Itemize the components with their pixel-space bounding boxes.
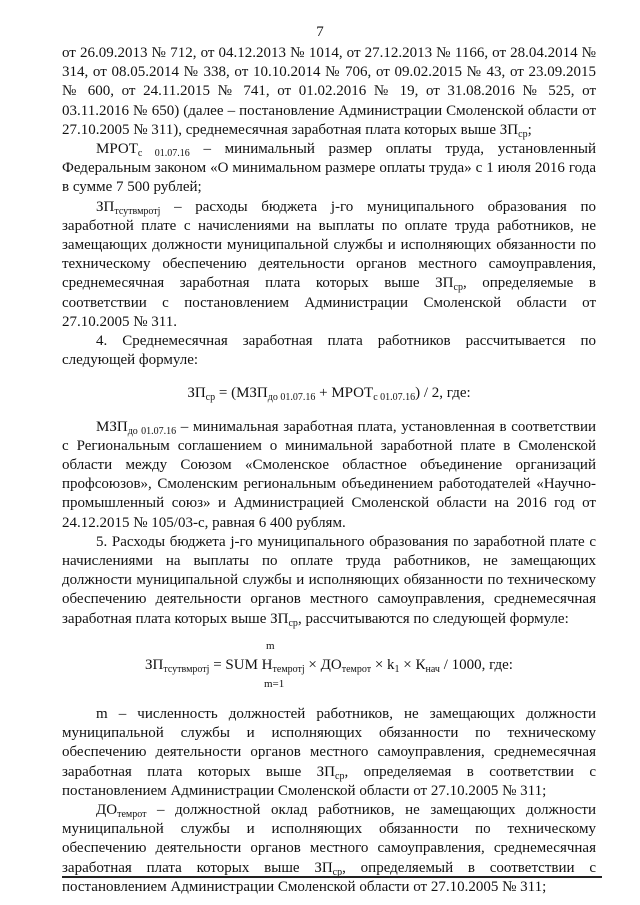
formula-expenses <box>62 637 596 695</box>
formula-expenses-line: $ЗП_{тсутвмротj}$ = SUM $Н_{темротj} \times ДО_{темрот} \times k_1 \times К_{нач} / 1000$, где: <box>145 656 513 675</box>
paragraph-m-definition: m – численность должностей работников, не замещающих должности муниципальной службы и исполняющих обязанности по техническому обеспечению деятельности органов местного самоуправления, среднемесячная заработная плата которых выше $ЗП_{ср}$, определяемая в соответствии с постановлением Администрации Смоленской области от 27.10.2005 № 311; <box>62 705 596 799</box>
paragraph-item-4: 4. Среднемесячная заработная плата работников рассчитывается по следующей формуле: <box>62 333 596 369</box>
document-body <box>62 44 596 897</box>
page-bottom-rule <box>62 876 602 878</box>
formula-average-salary: $ЗП_{ср} = (МЗП_{до 01.07.16}$ + $МРОТ_{с 01.07.16}) / 2$, где: <box>187 385 471 404</box>
paragraph-item-5: 5. Расходы бюджета j-го муниципального образования по заработной плате с начислениями на выплаты по оплате труда работников, не замещающих должности муниципальной службы и исполняющих обязанности по техническому обеспечению деятельности органов местного самоуправления, среднемесячная заработная плата которых выше $ЗП_{ср}$, рассчитываются по следующей формуле: <box>62 533 596 629</box>
paragraph-mzp-definition: $МЗП_{до 01.07.16}$ – минимальная заработная плата, установленная в соответствии с Региональным соглашением о минимальной заработной плате в Смоленской области между Союзом «Смоленское областное объединение организаций профсоюзов», Смоленским региональным объединением работодателей «Научно-промышленный союз» и Администрацией Смоленской области на 2016 год от 24.12.2015 № 105/03-с, равная 6 400 рублям. <box>62 418 596 531</box>
sum-upper-limit: m <box>266 639 275 652</box>
paragraph-mrot-definition: $МРОТ_{с 01.07.16}$ – минимальный размер оплаты труда, установленный Федеральным законом «О минимальном размере оплаты труда» с 1 июля 2016 года в сумме 7 500 рублей; <box>62 141 596 196</box>
page-number: 7 <box>316 24 324 40</box>
paragraph-zp-definition: $ЗП_{тсутвмротj}$ – расходы бюджета j-го муниципального образования по заработной плате с начислениями на выплаты по оплате труда работников, не замещающих должности муниципальной службы и исполняющих обязанности по техническому обеспечению деятельности органов местного самоуправления, среднемесячная заработная плата которых выше $ЗП_{ср}$, определяемые в соответствии с постановлением Администрации Смоленской области от 27.10.2005 № 311. <box>62 198 596 330</box>
paragraph-amendments: от 26.09.2013 № 712, от 04.12.2013 № 1014, от 27.12.2013 № 1166, от 28.04.2014 № 314, от 08.05.2014 № 338, от 10.10.2014 № 706, от 09.02.2015 № 43, от 23.09.2015 № 600, от 24.11.2015 № 741, от 01.02.2016 № 19, от 31.08.2016 № 525, от 03.11.2016 № 650) (далее – постановление Администрации Смоленской области от 27.10.2005 № 311), среднемесячная заработная плата которых выше $ЗП_{ср}$; <box>62 45 596 140</box>
sum-lower-limit: m=1 <box>264 677 285 690</box>
paragraph-do-definition: $ДО_{темрот}$ – должностной оклад работников, не замещающих должности муниципальной службы и исполняющих обязанности по техническому обеспечению деятельности органов местного самоуправления, среднемесячная заработная плата которых выше $ЗП_{ср}$, определяемый в соответствии с постановлением Администрации Смоленской области от 27.10.2005 № 311; <box>62 801 596 895</box>
